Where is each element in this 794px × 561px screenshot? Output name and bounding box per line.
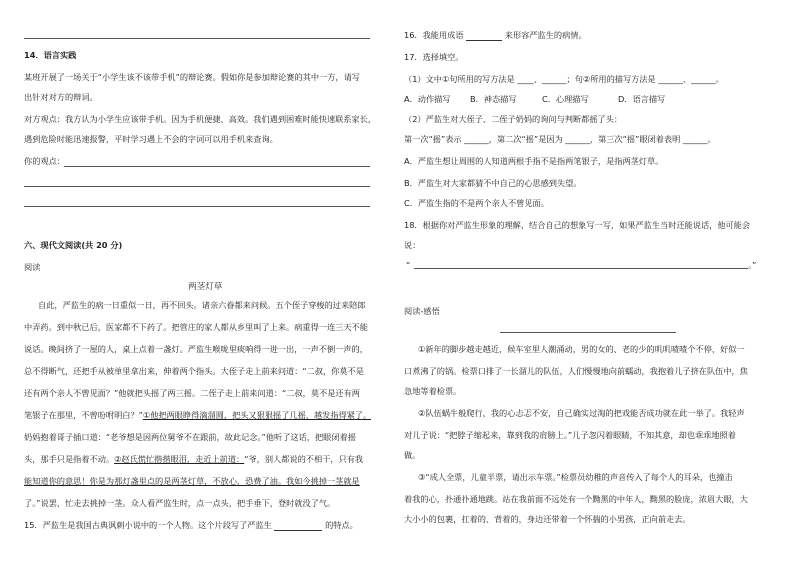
reading2-line-6: 做。 [404, 450, 421, 460]
answer-line[interactable] [24, 206, 370, 207]
reading2-line-5: 对儿子说：“把脖子缩起来，靠到我的肩膀上。”儿子忽闪着眼睛，不知其意，却也乖乖地照着 [404, 430, 736, 440]
story-line-6 [24, 410, 371, 421]
underlined-sentence-2: ②赵氏慌忙揩揩眼泪，走近上前道： [114, 454, 245, 464]
story-line-10: 了。”说罢，忙走去挑掉一茎。众人看严监生时，点一点头，把手垂下，登时就没了气。 [24, 498, 336, 508]
q18-answer-line[interactable] [414, 268, 748, 269]
q16-text-end: 来形容严监生的病情。 [504, 30, 587, 40]
answer-line[interactable] [64, 166, 370, 167]
q15-text-end: 的特点。 [325, 520, 358, 530]
q14-opponent-line2: 遇到危险时能迅速报警，平时学习遇上不会的字词可以用手机来查询。 [24, 134, 278, 144]
story-text: 头，那手只是指着不动。 [24, 454, 115, 464]
q17-part2-blanks: 第一次“摇”表示 ______，第二次“摇”是因为 ______，第三次“摇”眼闭着表明 ______。 [404, 134, 716, 144]
q17-option-d[interactable]: D．语言描写 [618, 94, 666, 104]
q16-blank[interactable] [466, 31, 502, 41]
reading2-line-1: ①新年的脚步越走越近，候车室里人潮涌动，男的女的、老的少的叽叽喳喳个不停，好似一 [418, 344, 745, 354]
story-line-7: 奶妈抱着哥子插口道：“老爷想是因两位舅爷不在跟前，故此记念。”他听了这话，把眼闭着摇 [24, 432, 356, 442]
question-18-line2: 说： [404, 240, 421, 250]
q15-blank[interactable] [274, 521, 322, 531]
story-line-4: 总不得断气，还把手从被单里拿出来，伸着两个指头。大侄子走上前来问道：“二叔，你莫不是 [24, 366, 364, 376]
section-6-heading: 六、现代文阅读(共 20 分) [24, 240, 123, 250]
title-answer-line[interactable] [500, 332, 676, 333]
story-line-1: 自此，严监生的病一日重似一日，再不回头。诸亲六眷都来问候。五个侄子穿梭的过来陪郎 [38, 300, 366, 310]
reading2-line-2: 口煮沸了的锅。检票口排了一长溜儿的队伍，人们慢慢地向前蠕动，我抱着儿子挤在队伍中，焦 [404, 366, 748, 376]
story-line-5: 还有两个亲人不曾见面？”他就把头摇了两三摇。二侄子走上前来问道：“二叔，莫不是还有两 [24, 388, 360, 398]
q14-prompt-line2: 出针对对方的辩词。 [24, 92, 98, 102]
q17-choice-c[interactable]: C．严监生指的不是两个亲人不曾见面。 [404, 198, 549, 208]
q17-option-a[interactable]: A．动作描写 [404, 94, 451, 104]
answer-line[interactable] [24, 38, 370, 39]
q17-option-b[interactable]: B．神态描写 [470, 94, 517, 104]
story-line-3: 说话。晚间挤了一屋的人，桌上点着一盏灯。严监生喉咙里痰响得一进一出，一声不倒一声的， [24, 344, 368, 354]
q14-prompt-line1: 某班开展了一场关于“小学生该不该带手机”的辩论赛。假如你是参加辩论赛的其中一方，请写 [24, 72, 360, 82]
question-18-line1: 18．根据你对严监生形象的理解，结合自己的想象写一写，如果严监生当时还能说话，他可能会 [404, 220, 751, 230]
q18-open-quote: “ [406, 260, 411, 270]
right-column [404, 0, 774, 561]
q17-option-c[interactable]: C．心理描写 [542, 94, 589, 104]
reading2-label: 阅读-感悟 [404, 306, 440, 316]
q14-opponent-line1: 对方观点：我方认为小学生应该带手机。因为手机便捷、高效。我们遇到困难时能快速联系家长， [24, 114, 377, 124]
reading2-line-3: 急地等着检票。 [404, 386, 462, 396]
answer-line[interactable] [24, 186, 370, 187]
reading2-line-9: 大小小的包裹，扛着的、背着的，身边还带着一个怀揣的小男孩，正向前走去。 [404, 514, 691, 524]
q15-text: 15．严监生是我国古典讽刺小说中的一个人物。这个片段写了严监生 [24, 520, 272, 530]
reading2-line-8: 着我的心，扑通扑通地跳。站在我前面不远处有一个黝黑的中年人，黝黑的脸庞，浓眉大眼，大 [404, 494, 748, 504]
story-line-8 [24, 454, 363, 465]
q17-choice-a[interactable]: A．严监生想让周围的人知道两根手指不是指两笔银子，是指两茎灯草。 [404, 156, 664, 166]
story-text: 笔银子在那里，不曾吩咐明白？” [24, 410, 143, 420]
story-line-9: 能知道你的意思！你是为那灯盏里点的是两茎灯草，不放心，恐费了油。我如今挑掉一茎就是 [24, 476, 360, 486]
underlined-sentence-1: ①他把两眼睁得滴溜圆，把头又狠狠摇了几摇，越发指得紧了。 [142, 410, 372, 420]
left-column [24, 0, 376, 561]
q16-text: 16．我能用成语 [404, 30, 464, 40]
q17-choice-b[interactable]: B．严监生对大家都猜不中自己的心思感到失望。 [404, 178, 582, 188]
story-title: 两茎灯草 [188, 282, 223, 292]
q14-your-view-label: 你的观点： [24, 156, 65, 166]
question-16 [404, 30, 587, 41]
reading2-line-4: ②队伍蜗牛般爬行，我的心忐忑不安，自己确实过淘的把戏能否成功就在此一举了。我轻声 [418, 408, 745, 418]
question-14: 14．语言实践 [24, 50, 77, 60]
q17-part1: （1）文中①句所用的写方法是 ____、______；句②所用的描写方法是 ______、______。 [404, 74, 724, 84]
reading-label: 阅读 [24, 262, 41, 272]
q17-part2: （2）严监生对大侄子、二侄子奶妈的询问与判断都摇了头： [404, 114, 623, 124]
reading2-line-7: ③“成人全票，儿童半票，请出示车票。”检票员幼稚的声音传入了每个人的耳朵，也撞击 [418, 472, 733, 482]
story-text: “爷，别人都说的不相干，只有我 [244, 454, 364, 464]
question-17: 17．选择填空。 [404, 52, 464, 62]
question-15 [24, 520, 358, 531]
q18-close-quote: 。” [748, 260, 757, 270]
story-line-2: 中弄药。到中秋已后，医家都不下药了。把管庄的家人都从乡里叫了上来。病重得一连三天不能 [24, 322, 368, 332]
